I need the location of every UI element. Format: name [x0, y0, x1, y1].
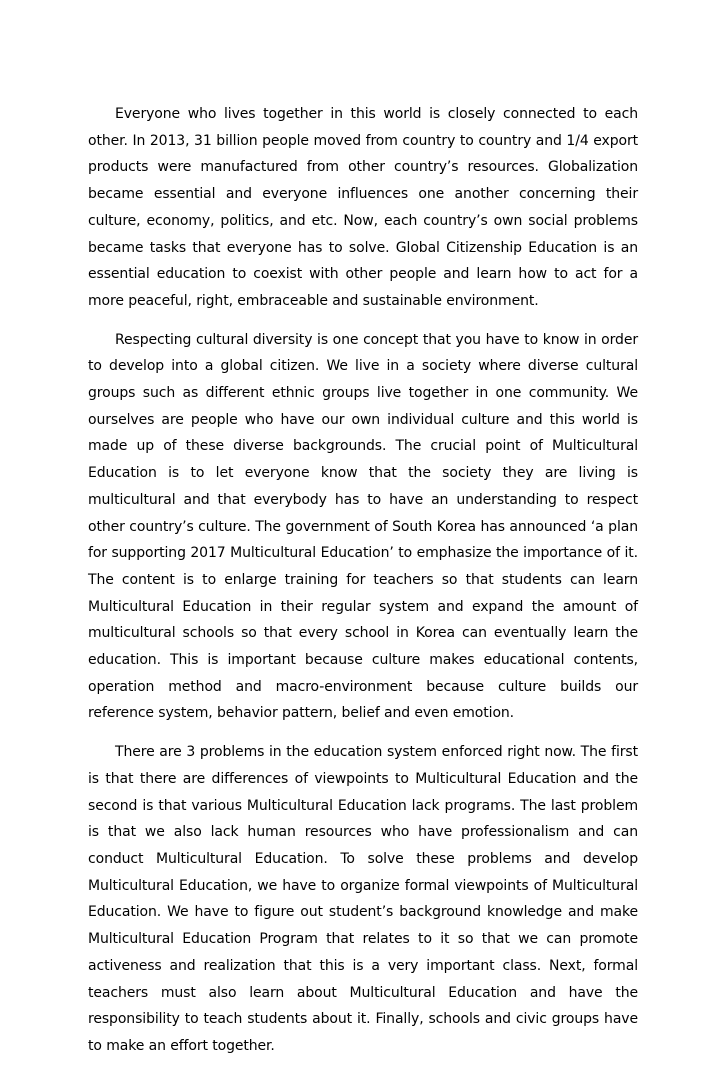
paragraph-education-problems: There are 3 problems in the education system enforced right now. The first is that there are differences of viewpoints to Multicultural Education and the second is that various Multicultural Education lack programs. The last problem is that we also lack human resources who have professionalism and can conduct Multicultural Education. To solve these problems and develop Multicultural Education, we have to organize formal viewpoints of Multicultural Education. We have to figure out student’s background knowledge and make Multicultural Education Program that relates to it so that we can promote activeness and realization that this is a very important class. Next, formal teachers must also learn about Multicultural Education and have the responsibility to teach students about it. Finally, schools and civic groups have to make an effort together. [88, 744, 638, 1054]
paragraph-cultural-diversity: Respecting cultural diversity is one concept that you have to know in order to develop into a global citizen. We live in a society where diverse cultural groups such as different ethnic groups live together in one community. We ourselves are people who have our own individual culture and this world is made up of these diverse backgrounds. The crucial point of Multicultural Education is to let everyone know that the society they are living is multicultural and that everybody has to have an understanding to respect other country’s culture. The government of South Korea has announced ‘a plan for supporting 2017 Multicultural Education’ to emphasize the importance of it. The content is to enlarge training for teachers so that students can learn Multicultural Education in their regular system and expand the amount of multicultural schools so that every school in Korea can eventually learn the education. This is important because culture makes educational contents, operation method and macro-environment because culture builds our reference system, behavior pattern, belief and even emotion. [88, 331, 638, 722]
document-page [88, 101, 638, 1072]
paragraph-globalization: Everyone who lives together in this world is closely connected to each other. In 2013, 31 billion people moved from country to country and 1/4 export products were manufactured from other country’s resources. Globalization became essential and everyone influences one another concerning their culture, economy, politics, and etc. Now, each country’s own social problems became tasks that everyone has to solve. Global Citizenship Education is an essential education to coexist with other people and learn how to act for a more peaceful, right, embraceable and sustainable environment. [88, 106, 638, 309]
